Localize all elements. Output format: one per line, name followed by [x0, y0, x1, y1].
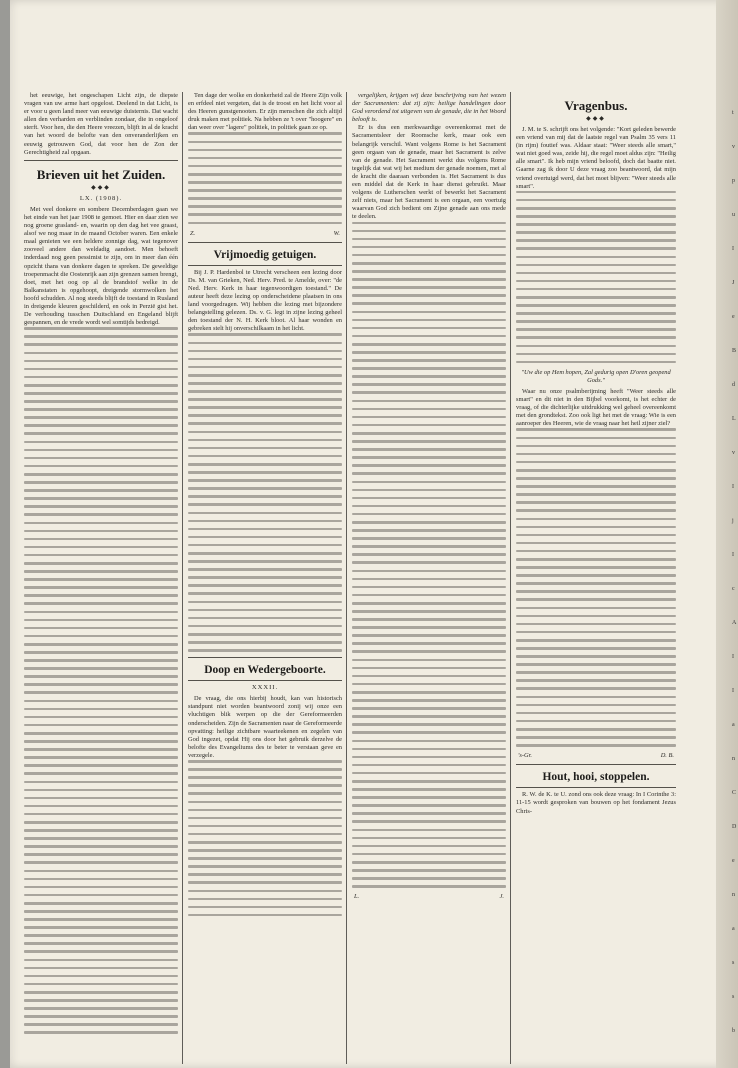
col3-text-continuation [352, 222, 506, 888]
edge-letter: u [732, 212, 735, 218]
divider [188, 265, 342, 266]
edge-letter: B [732, 348, 737, 354]
next-page-edge [716, 0, 738, 1068]
edge-letter: I [732, 654, 734, 660]
edge-letter: s [732, 960, 735, 966]
col1-top-text: het eeuwige, het ongeschapen Licht zijn, de diepste vragen van uw arme hart opgelost. Deelend in dat Licht, is er voor u geen land meer van eeuwige duisternis. Dat wacht allen den verharden en verblinden zondaar, die in ongeloof sterft. Voor hen, die den Heere vreezen, blijft in al de kracht van het woord de belofte van den onveranderlijken en eeuwig getrouwen God, dat voor hen de Zon der Gerechtigheid zal opgaan. [24, 92, 178, 156]
edge-letter: p [732, 178, 735, 184]
divider [24, 160, 178, 161]
column-3 [352, 92, 506, 1060]
column-2 [188, 92, 342, 1060]
edge-letter: s [732, 994, 735, 1000]
signature [354, 893, 504, 901]
edge-letter: b [732, 1028, 735, 1034]
edge-letter: D [732, 824, 737, 830]
signature [190, 230, 340, 238]
edge-letter: n [732, 756, 735, 762]
ornament-icon: ◆◆◆ [91, 184, 111, 191]
col4-body2: Waar nu onze psalmberijming heeft "Weer steeds alle smart" en dit niet in den Bijbel voorkomt, is het echter de vraag, of die dichterlijke uitdrukking wel geheel overeenkomt met den grondtekst. Zoo ook ligt het met de vraag: Wie is een aanroeper des Heeren, wie de vraag naar het heil zijner ziel? [516, 388, 676, 428]
edge-letter: j [732, 518, 734, 524]
section-number: XXXII. [251, 684, 279, 692]
signature-right: W. [333, 229, 340, 237]
heading-doop: Doop en Wedergeboorte. [204, 664, 326, 677]
edge-letter: a [732, 926, 735, 932]
edge-letter: I [732, 484, 734, 490]
psalm-verse: "Uw die op Hem hopen, Zal gedurig open D'oren geopend Gods." [521, 368, 671, 384]
col4-text-continuation [516, 191, 676, 364]
edge-letter: t [732, 110, 734, 116]
edge-letter: C [732, 790, 737, 796]
signature-right: J. [499, 893, 504, 901]
divider [516, 787, 676, 788]
col2-text-continuation [188, 132, 342, 224]
col2-body1: Bij J. P. Hardenbol te Utrecht verscheen een lezing door Ds. M. van Grieken, Ned. Herv. Pred. te Amelde, over: "de Ned. Herv. Kerk in haar tegenwoordigen toestand." De auteur heeft deze lezing op onderscheidene plaatsen in ons land voorgedragen. Wij hebben die lezing met bijzondere belangstelling gelezen. Ds. v. G. legt in zijne lezing geheel den toestand der N. H. Kerk bloot. Al haar wonden en gebreken stelt hij onverschilkaam in het licht. [188, 268, 342, 333]
col2-top-text: Ten dage der wolke en donkerheid zal de Heere Zijn volk en erfdeel niet vergeten, dat is de troost en het licht voor al des Heeren gunstgenooten. Er zijn menschen die zich altijd druk maken met politiek. Na hebben ze 't over "hoogere" en dan weer over "lagere" politiek, in politiek gaan ze op. [188, 92, 342, 132]
col1-text-continuation [24, 327, 178, 1034]
col3-top-text: vergelijken, krijgen wij deze beschrijving van het wezen der Sacramenten: dat zij zijn: heilige handelingen door God verordend tot uitgeven van de genade, die in het Woord belooft is. [352, 92, 506, 124]
edge-letter: I [732, 552, 734, 558]
signature-right: D. B. [660, 752, 674, 760]
heading-vrijmoedig: Vrijmoedig getuigen. [213, 248, 317, 261]
divider [188, 680, 342, 681]
letter-number: LX. (1908). [79, 194, 123, 202]
col1-body: Met veel donkere en sombere Decemberdagen gaan we het einde van het jaar 1908 te gemoet. Hier en daar zien we nog groene grasland- en, waarin op den dag het vee graast, alsof we nog maar in de maand October waren. Een enkele maal genieten we een heldere zonnige dag, wat tegenover zooveel andere dan weldadig aandoet. Men behoeft inderdaad nog geen pessimist te zijn, om in meer dan één opzicht thans van donkere dagen te spreken. De geweldige troepenmacht die Oostenrijk aan zijn grenzen samen brengt, doet, met het oog op al de brandstof welke in de Balkanstaten is opgehoopt, dreigende stormwolken het hoofd schudden. Al nog steeds blijft de toestand in Rusland in dreigende kleuren geschilderd, en ook in Perzië gist het. De verhouding tusschen Duitschland en Engeland blijft gespannen, en de vrede wordt wel somtijds bedreigd. [24, 205, 178, 327]
edge-letter: n [732, 892, 735, 898]
col2-text-continuation-3 [188, 760, 342, 916]
column-rule [182, 92, 183, 1064]
edge-letter: e [732, 858, 735, 864]
edge-letter: J [732, 280, 735, 286]
heading-vragenbus: Vragenbus. [564, 98, 628, 113]
column-rule [510, 92, 511, 1064]
edge-letter: d [732, 382, 735, 388]
col2-text-continuation-2 [188, 333, 342, 651]
edge-letter: I [732, 688, 734, 694]
heading-brieven: Brieven uit het Zuiden. [36, 166, 166, 182]
divider [188, 242, 342, 243]
edge-letter: A [732, 620, 737, 626]
col4-text-continuation-2 [516, 428, 676, 746]
newspaper-page [10, 0, 737, 1068]
edge-letter: L [732, 416, 736, 422]
col2-body2: De vraag, die ons hierbij houdt, kan van historisch standpunt niet worden beantwoord zonij wij onze een vluchtigen blik werpen op die der Gereformeerden onderscheiden. Zijn de Sacramenten naar de Gereformeerde opvatting: heilige zichtbare waarteekenen en zegelen van God ingezet, opdat Hij ons door het gebruik derzelve de belofte des Evangeliums des te beter te verstaan geve en verzegele. [188, 695, 342, 759]
edge-letter: e [732, 314, 735, 320]
signature-left: L. [354, 893, 360, 901]
column-1 [24, 92, 178, 1060]
signature [518, 752, 674, 760]
column-rule [346, 92, 347, 1064]
signature-left: Z. [190, 229, 196, 237]
divider [188, 657, 342, 658]
column-4 [516, 92, 676, 1060]
edge-letter: v [732, 144, 735, 150]
edge-letter: a [732, 722, 735, 728]
edge-letter: c [732, 586, 735, 592]
col4-body3: R. W. de K. te U. zond ons ook deze vraag: In I Corinthe 3: 11-15 wordt gesproken van bouwen op het fondament Jezus Chris- [516, 791, 676, 815]
col3-body: Er is dus een merkwaardige overeenkomst met de Sacramentsleer der Roomsche kerk, maar ook een belangrijk verschil. Want volgens Rome is het Sacrament geen orgaan van de genade, maar het Sacrament is zelve van de genade. Het Sacrament werkt dus volgens Rome tegelijk dat wat wij het medium der genade noemen, met al de kracht die daaraan verbonden is. Het Sacrament is dus een middel dat de Kerk in haar dienst gebruikt. Maar volgens de Lutherschen werkt of bewerkt het Sacrament zelf niets, maar het Sacrament is een orgaan, een voertuig waarvan God zich bedient om Zijne genade aan ons mede te deelen. [352, 124, 506, 221]
ornament-icon: ◆◆◆ [586, 116, 606, 122]
edge-letter: I [732, 246, 734, 252]
divider [516, 764, 676, 765]
signature-left: 's-Gr. [518, 752, 532, 760]
heading-hout: Hout, hooi, stoppelen. [542, 771, 650, 784]
edge-letter: v [732, 450, 735, 456]
col4-body1: J. M. te S. schrijft ons het volgende: "Kort geleden bewerde een vriend van mij dat de laatste regel van Psalm 35 vers 11 (in rijm) foutief was. Aldaar staat: "Weer steeds alle smart," wat niet goed was, zeide hij, die regel moet aldus zijn: "Heilig alle smart". Ik heb mijn vriend beloofd, doch dat baatte niet. Gaarne zag ik door U deze vraag zoo beantwoord, dat mijn vriend overtuigd werd, dat het moet blijven: "Weer steeds alle smart". [516, 126, 676, 190]
